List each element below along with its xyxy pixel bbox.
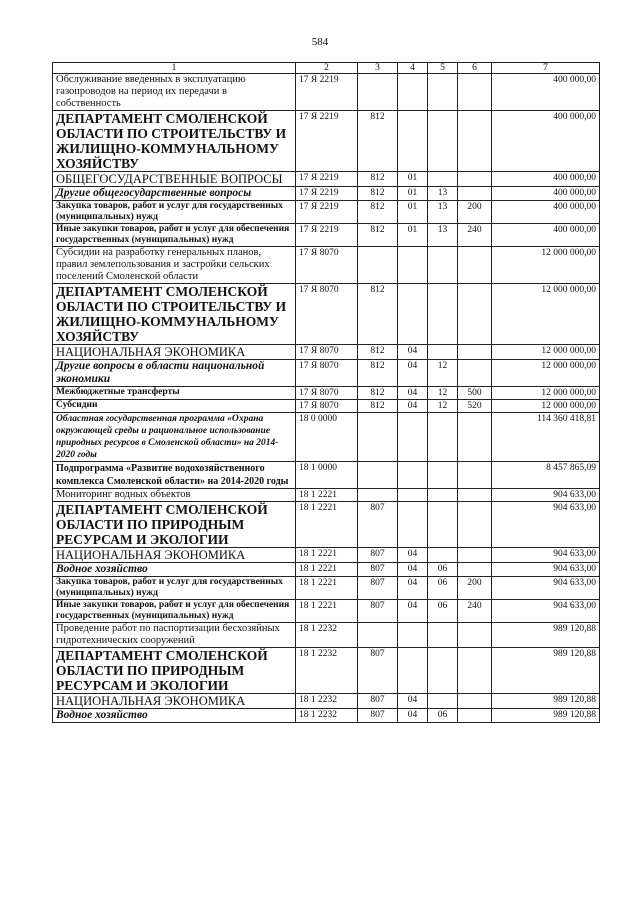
- row-subsection-code: 13: [428, 187, 458, 201]
- row-name: НАЦИОНАЛЬНАЯ ЭКОНОМИКА: [53, 548, 296, 563]
- row-admin-code: 812: [358, 172, 398, 187]
- row-expense-type: [458, 360, 492, 387]
- table-row: [53, 548, 600, 563]
- row-expense-type: [458, 709, 492, 723]
- row-subsection-code: [428, 172, 458, 187]
- row-code: 17 Я 2219: [296, 74, 358, 111]
- row-subsection-code: [428, 694, 458, 709]
- row-section-code: 04: [398, 577, 428, 600]
- row-subsection-code: [428, 247, 458, 284]
- row-expense-type: 240: [458, 600, 492, 623]
- row-amount: 12 000 000,00: [492, 345, 600, 360]
- table-row: [53, 172, 600, 187]
- row-name: Водное хозяйство: [53, 709, 296, 723]
- table-row: [53, 623, 600, 648]
- row-amount: 400 000,00: [492, 187, 600, 201]
- row-admin-code: 807: [358, 563, 398, 577]
- row-subsection-code: 06: [428, 709, 458, 723]
- row-expense-type: [458, 462, 492, 489]
- row-expense-type: [458, 247, 492, 284]
- row-section-code: [398, 111, 428, 172]
- row-amount: 904 633,00: [492, 600, 600, 623]
- table-row: [53, 345, 600, 360]
- row-code: 17 Я 2219: [296, 187, 358, 201]
- column-header: 2: [296, 63, 358, 74]
- row-amount: 989 120,88: [492, 709, 600, 723]
- row-admin-code: 812: [358, 284, 398, 345]
- column-header: 4: [398, 63, 428, 74]
- row-amount: 904 633,00: [492, 548, 600, 563]
- row-code: 17 Я 8070: [296, 387, 358, 400]
- row-name: НАЦИОНАЛЬНАЯ ЭКОНОМИКА: [53, 694, 296, 709]
- row-expense-type: [458, 548, 492, 563]
- row-subsection-code: 06: [428, 577, 458, 600]
- row-amount: 400 000,00: [492, 201, 600, 224]
- row-admin-code: 812: [358, 387, 398, 400]
- row-section-code: 01: [398, 187, 428, 201]
- row-section-code: [398, 247, 428, 284]
- row-subsection-code: [428, 648, 458, 694]
- row-subsection-code: [428, 548, 458, 563]
- row-name: ДЕПАРТАМЕНТ СМОЛЕНСКОЙ ОБЛАСТИ ПО ПРИРОДНЫМ РЕСУРСАМ И ЭКОЛОГИИ: [53, 502, 296, 548]
- row-admin-code: 807: [358, 600, 398, 623]
- row-code: 17 Я 2219: [296, 172, 358, 187]
- page-number: 584: [311, 36, 329, 48]
- row-code: 18 1 2221: [296, 502, 358, 548]
- row-admin-code: 807: [358, 577, 398, 600]
- row-code: 18 1 0000: [296, 462, 358, 489]
- row-amount: 989 120,88: [492, 623, 600, 648]
- table-row: [53, 247, 600, 284]
- table-row: [53, 187, 600, 201]
- row-name: Подпрограмма «Развитие водохозяйственного комплекса Смоленской области» на 2014-2020 годы: [53, 462, 296, 489]
- row-expense-type: 520: [458, 400, 492, 413]
- row-name: Субсидии на разработку генеральных планов, правил землепользования и застройки сельских поселений Смоленской области: [53, 247, 296, 284]
- row-admin-code: 812: [358, 201, 398, 224]
- row-admin-code: [358, 74, 398, 111]
- table-row: [53, 648, 600, 694]
- table-row: [53, 502, 600, 548]
- table-row: [53, 694, 600, 709]
- row-admin-code: [358, 413, 398, 462]
- row-expense-type: 200: [458, 201, 492, 224]
- row-name: ОБЩЕГОСУДАРСТВЕННЫЕ ВОПРОСЫ: [53, 172, 296, 187]
- row-code: 17 Я 2219: [296, 201, 358, 224]
- row-section-code: 01: [398, 201, 428, 224]
- row-name: Водное хозяйство: [53, 563, 296, 577]
- row-amount: 904 633,00: [492, 563, 600, 577]
- row-subsection-code: [428, 502, 458, 548]
- row-section-code: [398, 623, 428, 648]
- row-subsection-code: 12: [428, 387, 458, 400]
- row-name: Закупка товаров, работ и услуг для государственных (муниципальных) нужд: [53, 201, 296, 224]
- row-subsection-code: 12: [428, 360, 458, 387]
- table-row: [53, 74, 600, 111]
- row-section-code: 04: [398, 387, 428, 400]
- row-amount: 12 000 000,00: [492, 247, 600, 284]
- table-row: [53, 224, 600, 247]
- row-name: Мониторинг водных объектов: [53, 489, 296, 502]
- row-name: НАЦИОНАЛЬНАЯ ЭКОНОМИКА: [53, 345, 296, 360]
- row-section-code: 04: [398, 360, 428, 387]
- row-code: 17 Я 8070: [296, 400, 358, 413]
- column-header: 7: [492, 63, 600, 74]
- table-row: [53, 462, 600, 489]
- row-code: 18 1 2221: [296, 489, 358, 502]
- row-section-code: [398, 648, 428, 694]
- row-admin-code: 807: [358, 709, 398, 723]
- row-section-code: 04: [398, 345, 428, 360]
- row-amount: 8 457 865,09: [492, 462, 600, 489]
- row-name: Обслуживание введенных в эксплуатацию газопроводов на период их передачи в собственность: [53, 74, 296, 111]
- table-row: [53, 489, 600, 502]
- row-name: Иные закупки товаров, работ и услуг для обеспечения государственных (муниципальных) нужд: [53, 224, 296, 247]
- row-name: Межбюджетные трансферты: [53, 387, 296, 400]
- row-admin-code: 812: [358, 345, 398, 360]
- row-amount: 12 000 000,00: [492, 387, 600, 400]
- row-expense-type: 240: [458, 224, 492, 247]
- row-section-code: [398, 489, 428, 502]
- row-code: 18 1 2221: [296, 563, 358, 577]
- row-amount: 400 000,00: [492, 74, 600, 111]
- row-admin-code: 812: [358, 111, 398, 172]
- row-admin-code: 807: [358, 694, 398, 709]
- row-expense-type: [458, 563, 492, 577]
- row-expense-type: [458, 172, 492, 187]
- row-amount: 400 000,00: [492, 172, 600, 187]
- column-header: 1: [53, 63, 296, 74]
- row-name: Другие общегосударственные вопросы: [53, 187, 296, 201]
- column-header: 3: [358, 63, 398, 74]
- row-admin-code: 812: [358, 400, 398, 413]
- row-name: Областная государственная программа «Охрана окружающей среды и рациональное использование природных ресурсов в Смоленской области» на 2014-2020 годы: [53, 413, 296, 462]
- row-expense-type: [458, 187, 492, 201]
- row-code: 17 Я 8070: [296, 247, 358, 284]
- row-code: 17 Я 8070: [296, 284, 358, 345]
- row-admin-code: 807: [358, 502, 398, 548]
- row-section-code: 01: [398, 224, 428, 247]
- table-row: [53, 563, 600, 577]
- table-row: [53, 111, 600, 172]
- row-section-code: [398, 284, 428, 345]
- row-code: 17 Я 8070: [296, 345, 358, 360]
- row-admin-code: [358, 247, 398, 284]
- table-row: [53, 577, 600, 600]
- row-subsection-code: [428, 489, 458, 502]
- row-subsection-code: [428, 284, 458, 345]
- row-expense-type: [458, 413, 492, 462]
- row-code: 18 1 2232: [296, 694, 358, 709]
- row-code: 17 Я 2219: [296, 111, 358, 172]
- table-row: [53, 709, 600, 723]
- row-name: Иные закупки товаров, работ и услуг для обеспечения государственных (муниципальных) нужд: [53, 600, 296, 623]
- row-code: 18 1 2232: [296, 623, 358, 648]
- row-section-code: [398, 502, 428, 548]
- table-row: [53, 360, 600, 387]
- row-name: ДЕПАРТАМЕНТ СМОЛЕНСКОЙ ОБЛАСТИ ПО СТРОИТЕЛЬСТВУ И ЖИЛИЩНО-КОММУНАЛЬНОМУ ХОЗЯЙСТВУ: [53, 284, 296, 345]
- row-admin-code: 807: [358, 648, 398, 694]
- row-section-code: 04: [398, 709, 428, 723]
- row-amount: 904 633,00: [492, 489, 600, 502]
- row-expense-type: [458, 502, 492, 548]
- row-expense-type: [458, 345, 492, 360]
- row-code: 18 0 0000: [296, 413, 358, 462]
- row-code: 18 1 2232: [296, 709, 358, 723]
- row-expense-type: [458, 74, 492, 111]
- table-row: [53, 413, 600, 462]
- row-amount: 904 633,00: [492, 502, 600, 548]
- row-subsection-code: 13: [428, 201, 458, 224]
- row-section-code: [398, 74, 428, 111]
- row-expense-type: 200: [458, 577, 492, 600]
- table-row: [53, 387, 600, 400]
- row-admin-code: 812: [358, 360, 398, 387]
- row-code: 18 1 2221: [296, 577, 358, 600]
- row-subsection-code: [428, 111, 458, 172]
- row-subsection-code: [428, 345, 458, 360]
- row-code: 18 1 2221: [296, 600, 358, 623]
- row-subsection-code: [428, 74, 458, 111]
- row-code: 17 Я 2219: [296, 224, 358, 247]
- row-subsection-code: [428, 623, 458, 648]
- row-amount: 12 000 000,00: [492, 284, 600, 345]
- row-name: Другие вопросы в области национальной экономики: [53, 360, 296, 387]
- row-subsection-code: 13: [428, 224, 458, 247]
- row-amount: 989 120,88: [492, 694, 600, 709]
- row-expense-type: [458, 489, 492, 502]
- row-amount: 400 000,00: [492, 111, 600, 172]
- table-row: [53, 400, 600, 413]
- column-header: 6: [458, 63, 492, 74]
- row-amount: 12 000 000,00: [492, 400, 600, 413]
- row-section-code: [398, 462, 428, 489]
- row-subsection-code: 12: [428, 400, 458, 413]
- table-row: [53, 600, 600, 623]
- row-code: 17 Я 8070: [296, 360, 358, 387]
- row-section-code: 04: [398, 548, 428, 563]
- row-subsection-code: [428, 462, 458, 489]
- row-expense-type: [458, 623, 492, 648]
- row-name: Закупка товаров, работ и услуг для государственных (муниципальных) нужд: [53, 577, 296, 600]
- row-section-code: 04: [398, 400, 428, 413]
- row-section-code: 04: [398, 694, 428, 709]
- row-section-code: 01: [398, 172, 428, 187]
- row-subsection-code: 06: [428, 600, 458, 623]
- row-expense-type: [458, 648, 492, 694]
- row-expense-type: [458, 284, 492, 345]
- row-name: ДЕПАРТАМЕНТ СМОЛЕНСКОЙ ОБЛАСТИ ПО ПРИРОДНЫМ РЕСУРСАМ И ЭКОЛОГИИ: [53, 648, 296, 694]
- row-section-code: 04: [398, 600, 428, 623]
- row-admin-code: [358, 489, 398, 502]
- row-admin-code: 812: [358, 187, 398, 201]
- row-name: Проведение работ по паспортизации бесхозяйных гидротехнических сооружений: [53, 623, 296, 648]
- row-admin-code: 812: [358, 224, 398, 247]
- column-header-row: [53, 63, 600, 74]
- row-amount: 904 633,00: [492, 577, 600, 600]
- row-subsection-code: 06: [428, 563, 458, 577]
- row-admin-code: [358, 623, 398, 648]
- column-header: 5: [428, 63, 458, 74]
- row-expense-type: [458, 694, 492, 709]
- row-expense-type: 500: [458, 387, 492, 400]
- row-amount: 989 120,88: [492, 648, 600, 694]
- budget-table: [52, 62, 600, 723]
- row-amount: 114 360 418,81: [492, 413, 600, 462]
- row-subsection-code: [428, 413, 458, 462]
- row-name: Субсидии: [53, 400, 296, 413]
- table-row: [53, 201, 600, 224]
- row-amount: 12 000 000,00: [492, 360, 600, 387]
- row-amount: 400 000,00: [492, 224, 600, 247]
- row-section-code: [398, 413, 428, 462]
- row-admin-code: 807: [358, 548, 398, 563]
- row-admin-code: [358, 462, 398, 489]
- row-code: 18 1 2221: [296, 548, 358, 563]
- row-code: 18 1 2232: [296, 648, 358, 694]
- row-name: ДЕПАРТАМЕНТ СМОЛЕНСКОЙ ОБЛАСТИ ПО СТРОИТЕЛЬСТВУ И ЖИЛИЩНО-КОММУНАЛЬНОМУ ХОЗЯЙСТВУ: [53, 111, 296, 172]
- row-section-code: 04: [398, 563, 428, 577]
- row-expense-type: [458, 111, 492, 172]
- table-row: [53, 284, 600, 345]
